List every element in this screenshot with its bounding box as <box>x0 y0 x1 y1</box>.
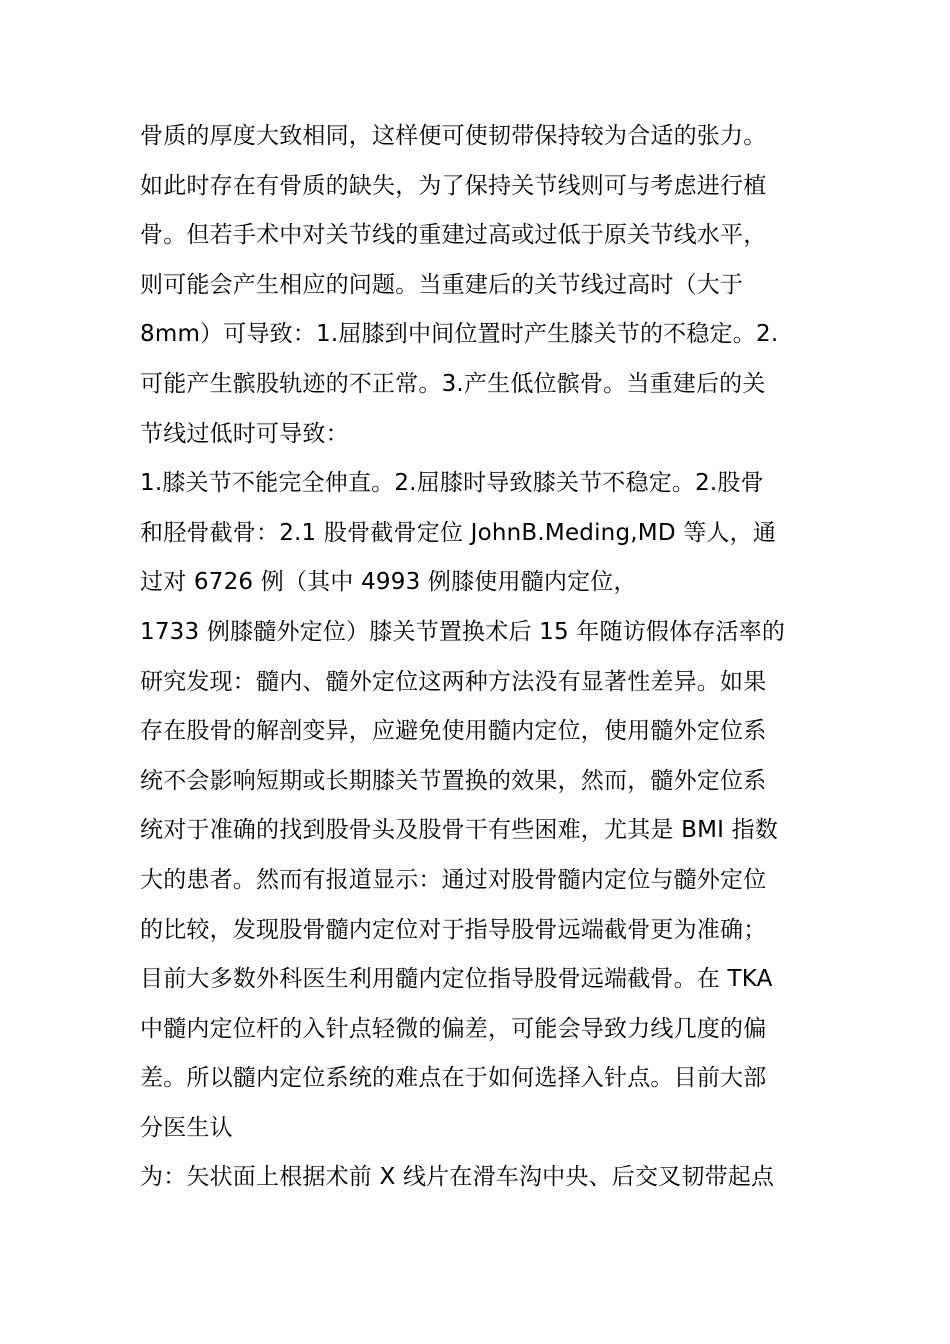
text-line: 和胫骨截骨：2.1 股骨截骨定位 JohnB.Meding,MD 等人，通 <box>140 519 777 546</box>
text-line: 统不会影响短期或长期膝关节置换的效果，然而，髓外定位系 <box>140 767 767 794</box>
text-line: 分医生认 <box>140 1114 233 1141</box>
text-line: 如此时存在有骨质的缺失，为了保持关节线则可与考虑进行植 <box>140 172 767 199</box>
text-line: 则可能会产生相应的问题。当重建后的关节线过高时（大于 <box>140 271 744 298</box>
text-line: 1.膝关节不能完全伸直。2.屈膝时导致膝关节不稳定。2.股骨 <box>140 470 764 497</box>
text-line: 的比较，发现股骨髓内定位对于指导股骨远端截骨更为准确； <box>140 916 767 943</box>
text-line: 节线过低时可导致： <box>140 420 349 447</box>
text-line: 可能产生髌股轨迹的不正常。3.产生低位髌骨。当重建后的关 <box>140 370 766 397</box>
text-line: 中髓内定位杆的入针点轻微的偏差，可能会导致力线几度的偏 <box>140 1015 767 1042</box>
text-line: 研究发现：髓内、髓外定位这两种方法没有显著性差异。如果 <box>140 668 767 695</box>
text-line: 大的患者。然而有报道显示：通过对股骨髓内定位与髓外定位 <box>140 866 767 893</box>
text-line: 目前大多数外科医生利用髓内定位指导股骨远端截骨。在 TKA <box>140 966 773 993</box>
text-line: 为：矢状面上根据术前 X 线片在滑车沟中央、后交叉韧带起点 <box>140 1164 775 1191</box>
text-line: 骨质的厚度大致相同，这样便可使韧带保持较为合适的张力。 <box>140 123 767 149</box>
text-line: 骨。但若手术中对关节线的重建过高或过低于原关节线水平， <box>140 222 767 249</box>
text-line: 存在股骨的解剖变异，应避免使用髓内定位，使用髓外定位系 <box>140 718 767 745</box>
text-line: 差。所以髓内定位系统的难点在于如何选择入针点。目前大部 <box>140 1065 767 1092</box>
text-line: 过对 6726 例（其中 4993 例膝使用髓内定位， <box>140 569 637 596</box>
body-text <box>140 112 820 1203</box>
text-line: 1733 例膝髓外定位）膝关节置换术后 15 年随访假体存活率的 <box>140 618 786 645</box>
text-line: 8mm）可导致：1.屈膝到中间位置时产生膝关节的不稳定。2. <box>140 321 779 348</box>
text-line: 统对于准确的找到股骨头及股骨干有些困难，尤其是 BMI 指数 <box>140 817 779 844</box>
